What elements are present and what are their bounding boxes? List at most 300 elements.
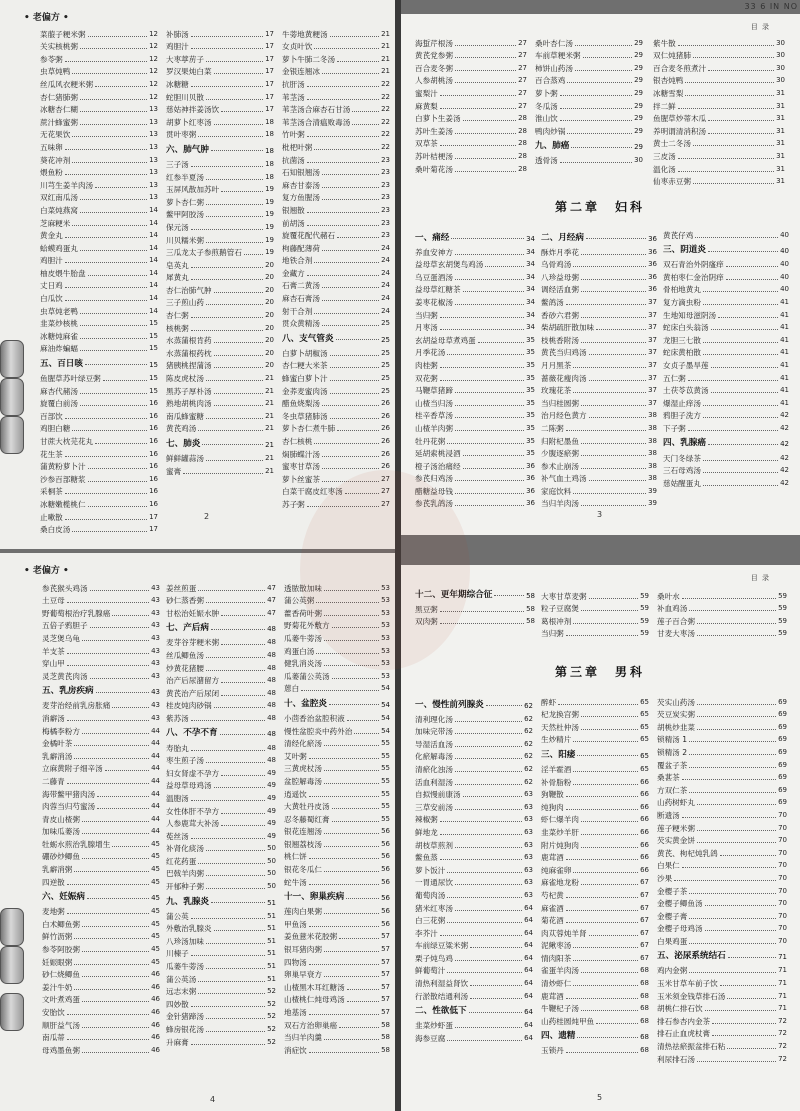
entry-title: 乳癖消粥 <box>42 865 73 875</box>
dot-leader <box>573 392 646 393</box>
entry-title: 治产后尿潴留方 <box>166 676 220 686</box>
entry-title: 黄芪当归鸡汤 <box>541 348 587 358</box>
dot-leader <box>469 1012 523 1013</box>
toc-entry <box>284 905 390 918</box>
page-ref: 42 <box>780 478 789 487</box>
dot-leader <box>191 279 263 280</box>
toc-entry <box>166 233 274 246</box>
dot-leader <box>214 930 266 931</box>
entry-title: 蒽白 <box>284 684 300 694</box>
page-ref: 38 <box>648 474 657 483</box>
page-ref: 43 <box>151 701 160 710</box>
toc-entry <box>657 871 787 884</box>
toc-column <box>663 228 789 489</box>
page-ref: 39 <box>648 499 657 508</box>
entry-title: 抗肝汤 <box>282 79 305 89</box>
page-ref: 45 <box>151 894 160 903</box>
page-ref: 21 <box>381 42 390 51</box>
toc-entry <box>657 589 787 602</box>
entry-title: 清利理化汤 <box>415 714 453 724</box>
dot-leader <box>689 792 776 793</box>
dot-leader <box>440 380 524 381</box>
page-ref: 63 <box>524 815 533 824</box>
page-ref: 44 <box>151 814 160 823</box>
toc-entry <box>40 409 158 422</box>
toc-entry <box>282 27 390 40</box>
dot-leader <box>221 825 265 826</box>
toc-entry <box>282 485 390 498</box>
page-ref: 70 <box>778 911 787 920</box>
page-ref: 18 <box>265 172 274 181</box>
toc-entry <box>166 296 274 309</box>
page-ref: 43 <box>151 608 160 617</box>
section-title: 三、阳痿 <box>541 749 576 760</box>
toc-entry <box>415 876 533 889</box>
entry-title: 蜜梨汁 <box>415 88 438 98</box>
toc-entry <box>284 1031 390 1044</box>
toc-entry <box>415 245 535 258</box>
dot-leader <box>697 704 776 705</box>
toc-entry <box>282 229 390 242</box>
toc-entry <box>415 788 533 801</box>
page-ref: 38 <box>648 423 657 432</box>
toc-entry <box>282 90 390 103</box>
toc-entry <box>42 917 160 930</box>
toc-column <box>282 27 390 510</box>
entry-title: 韭菜炒核桃 <box>40 319 78 329</box>
toc-entry <box>166 648 276 661</box>
toc-entry <box>284 812 390 825</box>
page-ref: 57 <box>381 970 390 979</box>
dot-leader <box>581 884 638 885</box>
page-ref: 71 <box>778 979 787 988</box>
dot-leader <box>689 918 776 919</box>
page-number: 2 <box>204 512 210 521</box>
dot-leader <box>703 472 778 473</box>
entry-title: 蛤蟆鸡蛋丸 <box>40 243 78 253</box>
page-ref: 41 <box>780 348 789 357</box>
page-ref: 22 <box>381 130 390 139</box>
dot-leader <box>354 733 379 734</box>
toc-entry <box>166 90 274 103</box>
dot-leader <box>206 968 265 969</box>
toc-column <box>657 695 787 1065</box>
entry-title: 三瓜龙太子参煎鹅管石 <box>166 248 242 258</box>
toc-entry <box>282 460 390 473</box>
toc-entry <box>541 358 657 371</box>
dot-leader <box>309 1014 379 1015</box>
entry-title: 灵芝煲乌龟 <box>42 633 80 643</box>
page-ref: 63 <box>524 840 533 849</box>
dot-leader <box>486 705 522 706</box>
entry-title: 女性体肝不孕方 <box>166 806 220 816</box>
entry-title: 麻杏石膏汤 <box>282 294 320 304</box>
toc-column <box>415 585 535 627</box>
entry-title: 百合麦冬煎煮汁 <box>653 63 707 73</box>
toc-entry <box>653 36 785 49</box>
dot-leader <box>708 251 778 252</box>
page-ref: 37 <box>648 297 657 306</box>
entry-title: 贯叶枣粥 <box>166 130 197 140</box>
dot-leader <box>575 70 632 71</box>
entry-title: 甘麦大枣汤 <box>657 629 695 639</box>
dot-leader <box>322 73 379 74</box>
toc-entry <box>282 447 390 460</box>
dot-leader <box>82 733 149 734</box>
toc-entry <box>415 615 535 628</box>
dot-leader <box>337 430 379 431</box>
entry-title: 羊支茶 <box>42 646 65 656</box>
page-ref: 25 <box>381 335 390 344</box>
entry-title: 抗菌汤 <box>282 155 305 165</box>
entry-title: 月月黑茶 <box>541 360 572 370</box>
entry-title: 猪胰桃捏蒲汤 <box>166 361 212 371</box>
toc-entry <box>415 939 533 952</box>
entry-title: 清瘀化浊汤 <box>415 764 453 774</box>
page-ref: 51 <box>267 974 276 983</box>
toc-column <box>42 581 160 1056</box>
dot-leader <box>82 821 149 822</box>
toc-entry <box>541 901 649 914</box>
page-ref: 56 <box>381 907 390 916</box>
page-ref: 65 <box>640 722 649 731</box>
toc-entry <box>415 813 533 826</box>
page-ref: 35 <box>526 373 535 382</box>
dot-leader <box>720 855 776 856</box>
page-ref: 48 <box>267 756 276 765</box>
dot-leader <box>352 111 379 112</box>
page-ref: 17 <box>265 42 274 51</box>
page-header: • 老偏方 • <box>24 13 69 23</box>
page-5 <box>401 565 800 1111</box>
dot-leader <box>191 36 263 37</box>
dot-leader <box>581 443 646 444</box>
page-ref: 46 <box>151 1008 160 1016</box>
toc-column <box>40 27 158 535</box>
entry-title: 玫瑰花茶 <box>541 386 572 396</box>
entry-title: 蜂蜜白萝卜汁 <box>282 374 328 384</box>
page-ref: 70 <box>778 823 787 832</box>
dot-leader <box>80 111 147 112</box>
dot-leader <box>183 473 263 474</box>
entry-title: 肉蓉当归芍蜜汤 <box>42 802 96 812</box>
toc-entry <box>282 77 390 90</box>
page-ref: 63 <box>524 878 533 887</box>
page-ref: 27 <box>518 76 527 85</box>
toc-entry <box>657 695 787 708</box>
dot-leader <box>577 1037 638 1038</box>
page-ref: 37 <box>648 373 657 382</box>
toc-entry <box>663 228 789 241</box>
dot-leader <box>67 1014 149 1015</box>
toc-entry <box>657 1052 787 1065</box>
entry-title: 银杏炖鸭 <box>653 76 684 86</box>
dot-leader <box>440 317 524 318</box>
dot-leader <box>447 1040 522 1041</box>
page-ref: 45 <box>151 877 160 886</box>
section-title: 一、慢性前列腺炎 <box>415 699 484 710</box>
toc-entry <box>282 65 390 78</box>
page-ref: 20 <box>265 273 274 282</box>
entry-title: 鸡胆汁 <box>166 42 189 52</box>
dot-leader <box>74 989 149 990</box>
dot-leader <box>455 809 522 810</box>
toc-entry <box>42 1043 160 1056</box>
dot-leader <box>211 902 265 903</box>
toc-entry <box>166 409 274 422</box>
entry-title: 八珍汤加味 <box>166 936 204 946</box>
toc-entry <box>657 758 787 771</box>
toc-entry <box>284 774 390 787</box>
page-ref: 58 <box>526 617 535 626</box>
page-2 <box>0 0 395 549</box>
dot-leader <box>726 279 778 280</box>
entry-title: 止嗽散 <box>40 512 63 522</box>
entry-title: 双花粥 <box>415 373 438 383</box>
toc-entry <box>415 497 535 510</box>
page-ref: 30 <box>776 63 785 72</box>
toc-entry <box>42 657 160 670</box>
toc-entry <box>653 162 785 175</box>
toc-entry <box>166 791 276 804</box>
entry-title: 健乳消炎汤 <box>284 659 322 669</box>
toc-entry <box>415 162 527 175</box>
page-ref: 39 <box>648 486 657 495</box>
toc-entry <box>657 1027 787 1040</box>
entry-title: 甘松治妊娠水肿 <box>166 608 220 618</box>
dot-leader <box>88 506 148 507</box>
page-ref: 40 <box>780 260 789 269</box>
entry-title: 莲子粳米粥 <box>657 823 695 833</box>
entry-title: 龙胆三七散 <box>663 335 701 345</box>
page-ref: 43 <box>151 633 160 642</box>
toc-entry <box>657 771 787 784</box>
page-ref: 34 <box>526 234 535 243</box>
dot-leader <box>65 174 147 175</box>
entry-title: 苇茎汤合麻杏石甘汤 <box>282 105 351 115</box>
dot-leader <box>221 111 263 112</box>
toc-entry <box>657 989 787 1002</box>
entry-title: 柿饼山药汤 <box>535 63 573 73</box>
toc-entry <box>282 166 390 179</box>
dot-leader <box>211 150 263 151</box>
entry-title: 当归羊肉汤 <box>541 499 579 509</box>
toc-entry <box>42 905 160 918</box>
toc-entry <box>415 484 535 497</box>
toc-entry <box>166 40 274 53</box>
entry-title: 枝桃香附汤 <box>541 335 579 345</box>
page-ref: 14 <box>149 281 158 290</box>
dot-leader <box>440 367 524 368</box>
dot-leader <box>221 695 265 696</box>
toc-entry <box>282 52 390 65</box>
toc-entry <box>284 1043 390 1056</box>
toc-entry <box>415 989 533 1002</box>
dot-leader <box>214 342 264 343</box>
page-ref: 43 <box>151 671 160 680</box>
dot-leader <box>198 863 265 864</box>
entry-title: 四物汤 <box>284 957 307 967</box>
toc-entry <box>657 1014 787 1027</box>
entry-title: 三皮汤 <box>653 151 676 161</box>
toc-entry <box>415 112 527 125</box>
toc-entry <box>166 334 274 347</box>
toc-entry <box>40 241 158 254</box>
entry-title: 姜鱼薏米花胶粥 <box>284 932 338 942</box>
dot-leader <box>470 947 522 948</box>
page-ref: 56 <box>381 827 390 836</box>
dot-leader <box>65 300 147 301</box>
dot-leader <box>573 784 638 785</box>
toc-entry <box>284 711 390 724</box>
entry-title: 立麻黄附子细辛汤 <box>42 764 103 774</box>
entry-title: 罗汉果炖白菜 <box>166 67 212 77</box>
page-ref: 44 <box>151 726 160 735</box>
section-title: 十二、更年期综合征 <box>415 589 493 600</box>
dot-leader <box>72 73 147 74</box>
toc-entry <box>541 396 657 409</box>
page-ref: 59 <box>640 591 649 600</box>
toc-entry <box>40 140 158 153</box>
toc-entry <box>663 396 789 409</box>
entry-title: 黄士二冬汤 <box>653 139 691 149</box>
dot-leader <box>440 935 522 936</box>
section-title: 五、乳房疾病 <box>42 686 94 697</box>
page-ref: 13 <box>149 117 158 126</box>
entry-title: 四逆散 <box>42 877 65 887</box>
page-ref: 49 <box>267 768 276 777</box>
dot-leader <box>573 367 646 368</box>
section-title: 十、盆腔炎 <box>284 698 327 709</box>
entry-title: 鸡蛋白汤 <box>284 646 315 656</box>
entry-title: 川贝糯米粥 <box>166 235 204 245</box>
page-ref: 63 <box>524 827 533 836</box>
entry-title: 四妙散 <box>166 999 189 1009</box>
dot-leader <box>332 808 380 809</box>
entry-title: 炒黄花猪腰 <box>166 663 204 673</box>
dot-leader <box>693 183 774 184</box>
page-ref: 55 <box>381 764 390 773</box>
page-ref: 21 <box>265 386 274 395</box>
page-ref: 17 <box>149 525 158 534</box>
page-ref: 21 <box>265 454 274 462</box>
toc-entry <box>541 720 649 733</box>
entry-title: 猪米红枣汤 <box>415 903 453 913</box>
page-ref: 22 <box>381 142 390 151</box>
entry-title: 枇杷叶粥 <box>282 142 313 152</box>
toc-section-heading <box>663 241 789 258</box>
entry-title: 银耳猪肉粥 <box>284 945 322 955</box>
entry-title: 沙果 <box>657 873 673 883</box>
dot-leader <box>596 329 646 330</box>
page-ref: 57 <box>381 945 390 954</box>
toc-entry <box>40 65 158 78</box>
dot-leader <box>88 481 148 482</box>
page-ref: 52 <box>267 987 276 996</box>
entry-title: 金樱子膏 <box>657 911 688 921</box>
entry-title: 采桐茶 <box>40 487 63 497</box>
page-ref: 30 <box>776 38 785 47</box>
entry-title: 慈姑醒蛋丸 <box>663 478 701 488</box>
toc-entry <box>663 384 789 397</box>
dot-leader <box>697 729 776 730</box>
entry-title: 双红南瓜汤 <box>40 193 78 203</box>
entry-title: 皂英丸 <box>166 260 189 270</box>
entry-title: 三石母鸡汤 <box>663 466 701 476</box>
page-ref: 40 <box>780 247 789 256</box>
dot-leader <box>112 707 149 708</box>
entry-title: 排石止血虎杖膏 <box>657 1029 711 1039</box>
dot-leader <box>703 485 778 486</box>
page-ref: 13 <box>149 180 158 189</box>
entry-title: 蔷薇花瘦肉汤 <box>541 373 587 383</box>
dot-leader <box>198 993 265 994</box>
toc-entry <box>282 346 390 359</box>
toc-entry <box>40 178 158 191</box>
toc-entry <box>40 254 158 267</box>
toc-entry <box>653 149 785 162</box>
page-ref: 22 <box>381 105 390 114</box>
toc-entry <box>657 1039 787 1052</box>
entry-title: 海参豆腐 <box>415 1033 446 1043</box>
dot-leader <box>324 913 379 914</box>
toc-entry <box>415 36 527 49</box>
page-ref: 15 <box>149 331 158 340</box>
toc-section-heading <box>541 228 657 245</box>
dot-leader <box>82 1027 149 1028</box>
dot-leader <box>581 279 646 280</box>
entry-title: 核桃粥 <box>166 323 189 333</box>
toc-entry <box>663 464 789 477</box>
page-ref: 34 <box>526 247 535 256</box>
dot-leader <box>206 657 265 658</box>
section-title: 四、遗精 <box>541 1031 576 1042</box>
toc-section-heading <box>415 585 535 602</box>
page-header: • 老偏方 • <box>24 566 69 576</box>
page-ref: 53 <box>381 633 390 642</box>
dot-leader <box>720 985 776 986</box>
page-ref: 66 <box>640 840 649 849</box>
dot-leader <box>703 304 778 305</box>
toc-section-heading <box>541 1027 649 1044</box>
page-ref: 17 <box>265 105 274 114</box>
dot-leader <box>455 733 522 734</box>
entry-title: 竹叶粥 <box>282 130 305 140</box>
dot-leader <box>455 758 522 759</box>
dot-leader <box>566 796 638 797</box>
entry-title: 玉米须金钱草排石汤 <box>657 991 726 1001</box>
toc-entry <box>282 103 390 116</box>
entry-title: 红花药蛋 <box>166 856 197 866</box>
entry-title: 益母草玄胡煲鸟鸡汤 <box>415 260 484 270</box>
entry-title: 金针猪蹄汤 <box>166 1012 204 1022</box>
toc-entry <box>284 737 390 750</box>
toc-entry <box>663 270 789 283</box>
entry-title: 小茴香治盆腔积液 <box>284 713 345 723</box>
entry-title: 外敷治乳腺炎 <box>166 924 212 934</box>
toc-entry <box>40 27 158 40</box>
dot-leader <box>581 834 638 835</box>
toc-entry <box>166 754 276 767</box>
entry-title: 顺肝益气汤 <box>42 1020 80 1030</box>
dot-leader <box>88 275 148 276</box>
dot-leader <box>560 108 632 109</box>
page-ref: 64 <box>524 991 533 1000</box>
page-ref: 56 <box>381 839 390 848</box>
toc-entry <box>653 112 785 125</box>
entry-title: 麻雀酒 <box>541 903 564 913</box>
page-ref: 45 <box>151 852 160 861</box>
